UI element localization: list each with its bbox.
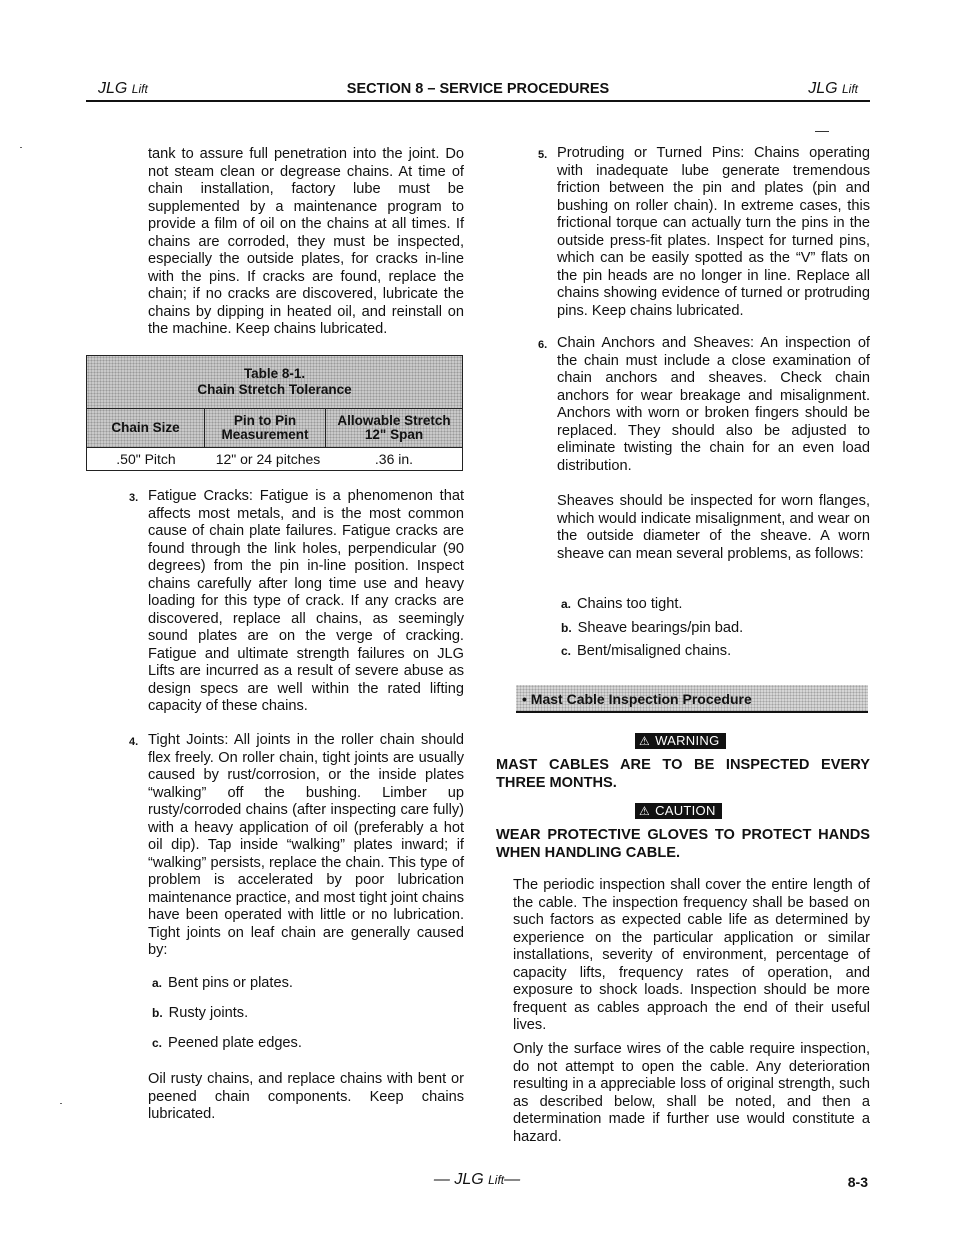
tight-joints-paragraph: Tight Joints: All joints in the roller chain should flex freely. On roller chain, tight joints are usually caused by rust/corrosion, or the inside plates “walking” off the bushing. Limber up rusty/corroded chains (after inspecting care fully) with a heavy application of oil (preferably a hot oil dip). Tap inside “walking” plates inward; if “walking” persists, replace the chain. This type of problem is accelerated by poor lubrication maintenance practice, and most tight joint chains have been operated with little or no lubrication. Tight joints on leaf chain are generally caused by: <box>148 732 464 958</box>
fatigue-cracks-paragraph: Fatigue Cracks: Fatigue is a phenomenon that affects most metals, and is the most common cause of chain plate failures. Fatigue cracks are found through the link holes, perpendicular (90 degrees) from the pin in-line position. Inspect chains carefully after long time use and heavy loading for this type of crack. If any cracks are discovered, replace all chains, as seemingly sound plates are on the verge of cracking. Fatigue and ultimate strength failures on JLG Lifts are incurred as a result of severe abuse as design specs are well within the rated lifting capacity of these chains. <box>148 488 464 714</box>
table-title: Table 8-1. Chain Stretch Tolerance <box>87 356 462 409</box>
item-number: 4. <box>129 736 139 748</box>
scan-speck <box>20 147 22 148</box>
list-item: c. Peened plate edges. <box>152 1035 302 1051</box>
section-heading-bar <box>516 685 868 713</box>
table-header-cell: Allowable Stretch 12" Span <box>326 409 462 448</box>
item-number: 5. <box>538 149 548 161</box>
warning-badge: ⚠ WARNING <box>635 733 726 749</box>
bullet-icon: • <box>522 691 527 707</box>
list-item: a. Chains too tight. <box>561 596 683 612</box>
list-item: b. Sheave bearings/pin bad. <box>561 620 744 636</box>
section-heading: Mast Cable Inspection Procedure <box>530 691 752 707</box>
header-brand-left: JLG Lift <box>98 80 148 97</box>
page-header <box>86 78 870 102</box>
caution-badge: ⚠ CAUTION <box>635 803 722 819</box>
sheaves-paragraph: Sheaves should be inspected for worn flanges, which would indicate misalignment, and wear on the outside diameter of the sheave. A worn sheave can mean several problems, as follows: <box>557 493 870 562</box>
warning-triangle-icon: ⚠ <box>639 734 651 748</box>
warning-text: MAST CABLES ARE TO BE INSPECTED EVERY THREE MONTHS. <box>496 757 870 791</box>
periodic-inspection-paragraph: The periodic inspection shall cover the entire length of the cable. The inspection frequency shall be based on such factors as expected cable life as determined by experience on the particular application or similar installations, severity of environment, percentage of capacity lifts, frequency rates of operation, and exposure to shock loads. Inspection should be more frequent as cables approach the end of their useful lives. <box>513 877 870 1033</box>
table-cell: .36 in. <box>374 451 414 467</box>
stray-dash <box>815 131 829 132</box>
turned-pins-paragraph: Protruding or Turned Pins: Chains operating with inadequate lube generate tremendous friction between the pin and plates (pin and bushing on roller chain). In extreme cases, this frictional torque can actually turn the pins in the outside press-fit plates. Inspect for turned pins, which can be easily spotted as the “V” flats on the pin heads are no longer in line. Replace all chains showing evidence of turned or protruding pins. Keep chains lubricated. <box>557 145 870 319</box>
surface-wires-paragraph: Only the surface wires of the cable require inspection, do not attempt to open the cable. Any deterioration resulting in a appreciable loss of original strength, such as described below, shall be noted, and then a determination made if further use would constitute a hazard. <box>513 1041 870 1145</box>
page-number: 8-3 <box>847 1174 868 1190</box>
section-title: SECTION 8 – SERVICE PROCEDURES <box>346 81 610 97</box>
table-header-cell: Chain Size <box>87 409 205 448</box>
anchors-sheaves-paragraph: Chain Anchors and Sheaves: An inspection of the chain must include a close examination of chain anchors and sheaves. Check chain anchors for wear breakage and misalignment. Anchors with worn or broken fingers should be replaced. They should also be adjusted to eliminate twisting the chain for an even load distribution. <box>557 335 870 474</box>
table-header-cell: Pin to Pin Measurement <box>205 409 326 448</box>
list-item: a. Bent pins or plates. <box>152 975 293 991</box>
item-number: 6. <box>538 339 548 351</box>
table-cell: 12" or 24 pitches <box>215 451 321 467</box>
item-number: 3. <box>129 492 139 504</box>
list-item: c. Bent/misaligned chains. <box>561 643 732 659</box>
header-brand-right: JLG Lift <box>808 80 858 97</box>
oil-chains-paragraph: Oil rusty chains, and replace chains with bent or peened chain components. Keep chains lubricated. <box>148 1071 464 1122</box>
footer-brand: — JLG Lift— <box>433 1171 521 1188</box>
intro-paragraph: tank to assure full penetration into the joint. Do not steam clean or degrease chains. At time of chain installation, factory lube must be supplemented by a maintenance program to provide a film of oil on the chains at all times. If chains are corroded, they must be inspected, especially the outside plates, for cracks in-line with the pins. If cracks are found, replace the chain; if no cracks are discovered, lubricate the chains by dipping in heated oil, and reinstall on the machine. Keep chains lubricated. <box>148 146 464 337</box>
list-item: b. Rusty joints. <box>152 1005 249 1021</box>
chain-stretch-table <box>86 355 463 471</box>
scan-speck <box>60 1103 62 1104</box>
caution-text: WEAR PROTECTIVE GLOVES TO PROTECT HANDS WHEN HANDLING CABLE. <box>496 827 870 861</box>
caution-triangle-icon: ⚠ <box>639 804 651 818</box>
table-cell: .50" Pitch <box>116 451 176 467</box>
